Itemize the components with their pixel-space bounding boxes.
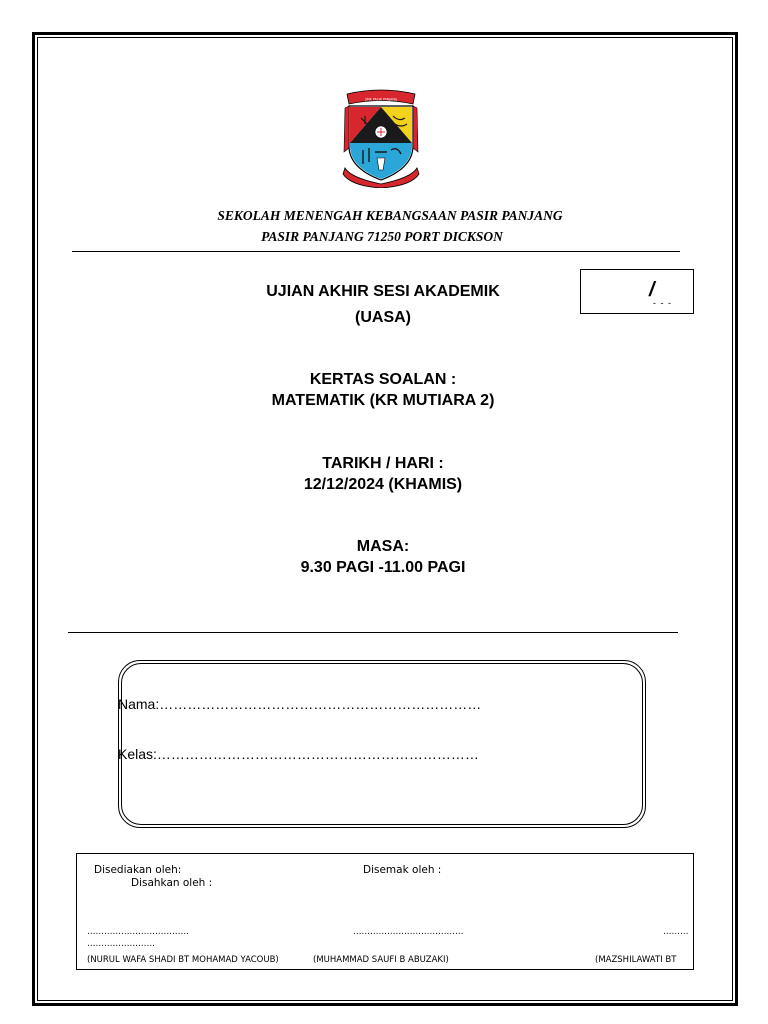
svg-text:SMK PASIR PANJANG: SMK PASIR PANJANG xyxy=(364,97,398,102)
exam-title: UJIAN AKHIR SESI AKADEMIK xyxy=(266,283,500,300)
signature-line-approver: ……… xyxy=(663,927,689,937)
approver-name: (MAZSHILAWATI BT xyxy=(595,955,677,965)
section-divider xyxy=(68,632,678,633)
header-divider xyxy=(72,251,680,252)
paper-label: KERTAS SOALAN : xyxy=(309,371,457,388)
school-address: PASIR PANJANG 71250 PORT DICKSON xyxy=(261,229,503,244)
date-value: 12/12/2024 (KHAMIS) xyxy=(303,476,463,493)
time-label: MASA: xyxy=(356,538,410,555)
date-label: TARIKH / HARI : xyxy=(322,455,444,472)
class-field[interactable]: Kelas:…………………………………………………………… xyxy=(118,746,479,762)
student-info-box-inner xyxy=(121,663,643,825)
time-value: 9.30 PAGI -11.00 PAGI xyxy=(300,559,466,576)
checker-name: (MUHAMMAD SAUFI B ABUZAKI) xyxy=(313,955,449,965)
marks-box xyxy=(580,269,694,314)
marks-dashes: - - - xyxy=(653,298,672,308)
prepared-by-label: Disediakan oleh: xyxy=(94,864,182,876)
signature-line-preparer: ……………………………… xyxy=(87,927,189,937)
signature-line-checker: ………………………………… xyxy=(353,927,464,937)
checked-by-label: Disemak oleh : xyxy=(363,864,442,876)
school-crest-logo xyxy=(341,88,421,188)
name-field[interactable]: Nama:…………………………………………………………… xyxy=(118,696,482,712)
preparer-name: (NURUL WAFA SHADI BT MOHAMAD YACOUB) xyxy=(87,955,279,965)
signature-line-extra: …………………… xyxy=(87,939,155,949)
marks-slash: / xyxy=(649,279,655,301)
signature-box xyxy=(76,853,694,970)
school-name: SEKOLAH MENENGAH KEBANGSAAN PASIR PANJANG xyxy=(217,208,563,223)
paper-value: MATEMATIK (KR MUTIARA 2) xyxy=(271,392,495,409)
exam-subtitle: (UASA) xyxy=(355,309,411,326)
approved-by-label: Disahkan oleh : xyxy=(131,877,213,889)
